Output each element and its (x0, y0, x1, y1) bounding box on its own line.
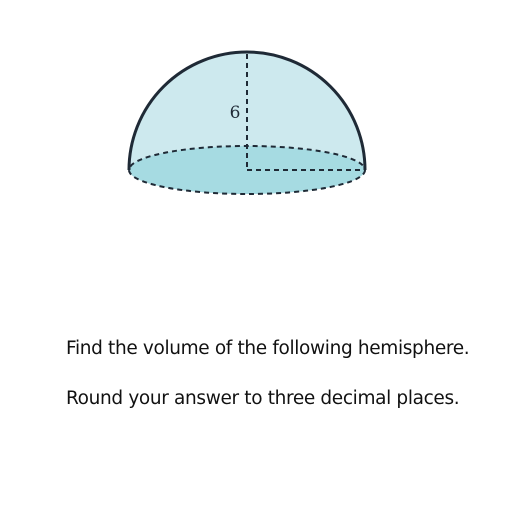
hemisphere-figure (0, 0, 512, 230)
radius-label: 6 (229, 103, 241, 123)
question-line-2: Round your answer to three decimal places. (66, 388, 460, 409)
question-line-1: Find the volume of the following hemisphere. (66, 338, 470, 359)
